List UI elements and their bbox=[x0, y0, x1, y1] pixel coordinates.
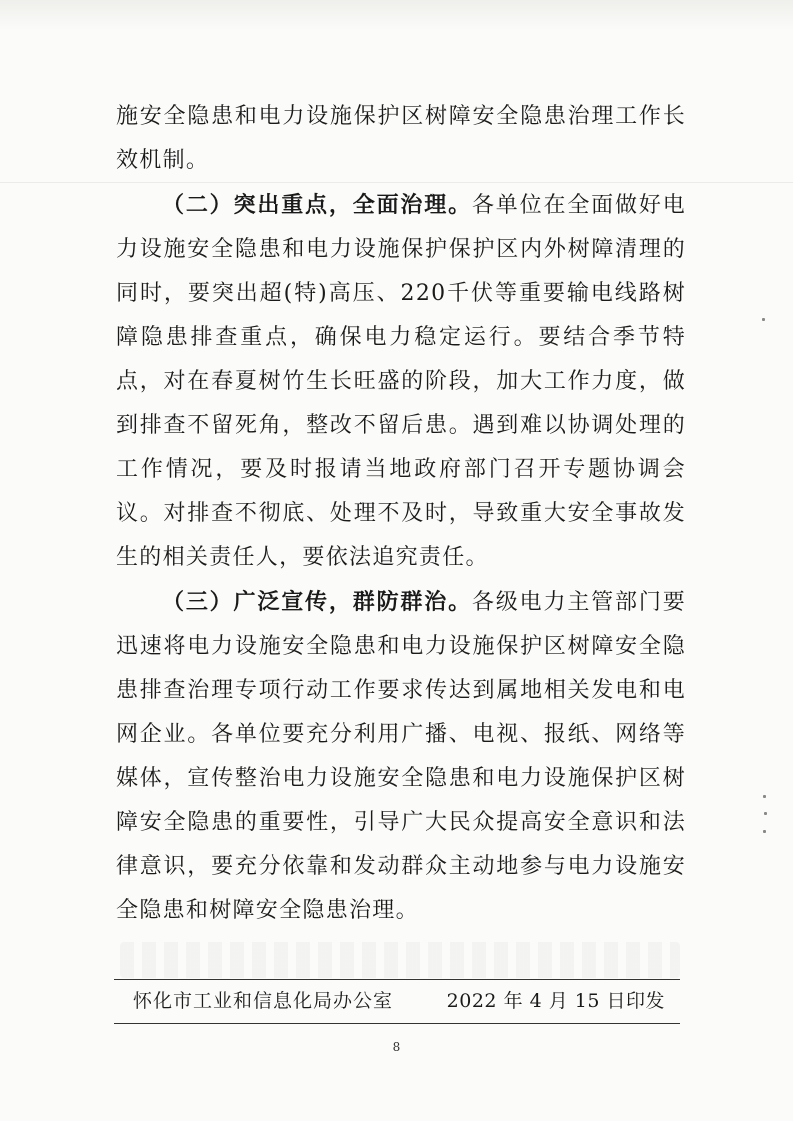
scan-speck bbox=[764, 812, 767, 815]
footer-rule-top bbox=[114, 979, 680, 980]
scan-speck bbox=[763, 830, 766, 833]
footer-issuer: 怀化市工业和信息化局办公室 bbox=[133, 990, 394, 1012]
paragraph-text: 各单位在全面做好电力设施安全隐患和电力设施保护保护区内外树障清理的同时，要突出超(特)高压、220千伏等重要输电线路树障隐患排查重点，确保电力稳定运行。要结合季节特点，对在春夏树竹生长旺盛的阶段，加大工作力度，做到排查不留死角，整改不留后患。遇到难以协调处理的工作情况，要及时报请当地政府部门召开专题协调会议。对排查不彻底、处理不及时，导致重大安全事故发生的相关责任人，要依法追究责任。 bbox=[116, 193, 686, 570]
paragraph-continuation bbox=[116, 95, 686, 183]
paragraph-text: 施安全隐患和电力设施保护区树障安全隐患治理工作长效机制。 bbox=[116, 104, 686, 173]
scan-speck bbox=[762, 318, 765, 321]
section-heading: （三）广泛宣传，群防群治。 bbox=[162, 589, 472, 615]
document-body bbox=[116, 95, 686, 933]
footer-print-date: 2022 年 4 月 15 日印发 bbox=[446, 990, 665, 1012]
paragraph-text: 各级电力主管部门要迅速将电力设施安全隐患和电力设施保护区树障安全隐患排查治理专项行动工作要求传达到属地相关发电和电网企业。各单位要充分利用广播、电视、报纸、网络等媒体，宣传整治电力设施安全隐患和电力设施保护区树障安全隐患的重要性，引导广大民众提高安全意识和法律意识，要充分依靠和发动群众主动地参与电力设施安全隐患和树障安全隐患治理。 bbox=[116, 590, 686, 923]
section-heading: （二）突出重点，全面治理。 bbox=[162, 192, 472, 218]
scan-speck bbox=[763, 795, 766, 798]
scan-bleedthrough bbox=[120, 942, 680, 978]
paragraph-section-2 bbox=[116, 183, 686, 580]
paragraph-section-3 bbox=[116, 580, 686, 933]
page-number: 8 bbox=[392, 1040, 401, 1054]
footer-rule-bottom bbox=[114, 1023, 680, 1024]
scan-shadow-top bbox=[0, 0, 793, 30]
